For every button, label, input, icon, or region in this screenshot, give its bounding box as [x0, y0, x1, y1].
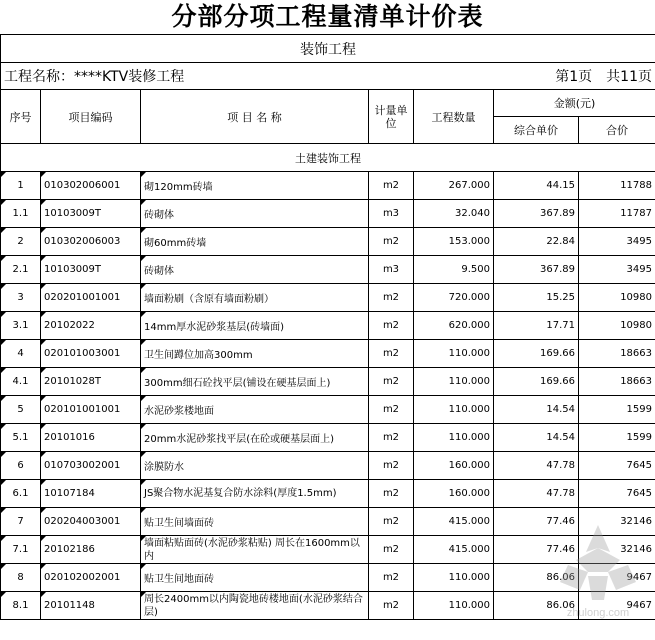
cell-unit-price: 77.46 — [494, 536, 579, 564]
cell-seq: 4 — [1, 340, 41, 368]
table-row — [1, 480, 655, 508]
cell-code: 10103009T — [41, 256, 141, 284]
cell-unit: m2 — [369, 508, 414, 536]
cell-total: 18663 — [579, 340, 655, 368]
cell-total: 1599 — [579, 396, 655, 424]
project-name: 工程名称：****KTV装修工程 — [1, 63, 414, 90]
cell-seq: 7 — [1, 508, 41, 536]
cell-name: 砌120mm砖墙 — [141, 172, 369, 200]
cell-total: 3495 — [579, 228, 655, 256]
cell-unit-price: 47.78 — [494, 452, 579, 480]
table-row — [1, 452, 655, 480]
cell-code: 020102002001 — [41, 564, 141, 592]
cell-qty: 110.000 — [414, 340, 494, 368]
cell-unit-price: 44.15 — [494, 172, 579, 200]
cell-unit-price: 47.78 — [494, 480, 579, 508]
cell-name: 墙面粉刷（含原有墙面粉刷） — [141, 284, 369, 312]
cell-total: 10980 — [579, 312, 655, 340]
cell-seq: 5.1 — [1, 424, 41, 452]
header-amount: 金额(元) — [494, 90, 655, 117]
cell-name: 卫生间蹲位加高300mm — [141, 340, 369, 368]
cell-name: 砖砌体 — [141, 200, 369, 228]
table-row — [1, 256, 655, 284]
cell-qty: 267.000 — [414, 172, 494, 200]
table-row — [1, 592, 655, 620]
cell-unit-price: 14.54 — [494, 396, 579, 424]
section-title: 土建装饰工程 — [1, 144, 655, 172]
table-row — [1, 564, 655, 592]
cell-qty: 110.000 — [414, 592, 494, 620]
table-row — [1, 340, 655, 368]
cell-unit-price: 169.66 — [494, 368, 579, 396]
cell-unit-price: 15.25 — [494, 284, 579, 312]
cell-code: 010302006001 — [41, 172, 141, 200]
cell-unit-price: 22.84 — [494, 228, 579, 256]
cell-unit: m2 — [369, 312, 414, 340]
cell-name: 周长2400mm以内陶瓷地砖楼地面(水泥砂浆结合层) — [141, 592, 369, 620]
cell-total: 3495 — [579, 256, 655, 284]
cell-seq: 3.1 — [1, 312, 41, 340]
cell-unit-price: 367.89 — [494, 200, 579, 228]
table-row — [1, 228, 655, 256]
cell-seq: 6.1 — [1, 480, 41, 508]
table-row — [1, 312, 655, 340]
cell-name: 水泥砂浆楼地面 — [141, 396, 369, 424]
cell-code: 010703002001 — [41, 452, 141, 480]
cell-qty: 160.000 — [414, 480, 494, 508]
cell-name: 300mm细石砼找平层(铺设在硬基层面上) — [141, 368, 369, 396]
cell-name: 砌60mm砖墙 — [141, 228, 369, 256]
cell-qty: 110.000 — [414, 396, 494, 424]
cell-qty: 110.000 — [414, 368, 494, 396]
cell-code: 10103009T — [41, 200, 141, 228]
cell-name: 涂膜防水 — [141, 452, 369, 480]
cell-unit: m2 — [369, 536, 414, 564]
cell-total: 9467 — [579, 592, 655, 620]
table-row — [1, 508, 655, 536]
cell-qty: 32.040 — [414, 200, 494, 228]
cell-qty: 160.000 — [414, 452, 494, 480]
header-total: 合价 — [579, 117, 655, 144]
cell-seq: 5 — [1, 396, 41, 424]
cell-seq: 8 — [1, 564, 41, 592]
cell-qty: 9.500 — [414, 256, 494, 284]
table-row — [1, 200, 655, 228]
cell-code: 020204003001 — [41, 508, 141, 536]
page-info: 第1页 共11页 — [414, 63, 655, 90]
cell-name: 贴卫生间墙面砖 — [141, 508, 369, 536]
watermark-text: zhulong.com — [566, 607, 630, 619]
header-seq: 序号 — [1, 90, 41, 144]
header-name: 项 目 名 称 — [141, 90, 369, 144]
cell-total: 7645 — [579, 480, 655, 508]
cell-unit: m2 — [369, 228, 414, 256]
table-row — [1, 396, 655, 424]
cell-seq: 8.1 — [1, 592, 41, 620]
cell-qty: 415.000 — [414, 508, 494, 536]
cell-code: 20101028T — [41, 368, 141, 396]
cell-code: 10107184 — [41, 480, 141, 508]
cell-unit: m3 — [369, 256, 414, 284]
header-qty: 工程数量 — [414, 90, 494, 144]
cell-total: 32146 — [579, 536, 655, 564]
table-row — [1, 172, 655, 200]
cell-unit: m2 — [369, 172, 414, 200]
table-row — [1, 284, 655, 312]
cell-code: 020101003001 — [41, 340, 141, 368]
cell-qty: 620.000 — [414, 312, 494, 340]
cell-unit-price: 14.54 — [494, 424, 579, 452]
cell-seq: 2.1 — [1, 256, 41, 284]
table-row — [1, 368, 655, 396]
cell-code: 020101001001 — [41, 396, 141, 424]
header-code: 项目编码 — [41, 90, 141, 144]
cell-unit-price: 77.46 — [494, 508, 579, 536]
cell-unit: m2 — [369, 284, 414, 312]
cell-seq: 6 — [1, 452, 41, 480]
cell-total: 11787 — [579, 200, 655, 228]
cell-unit-price: 367.89 — [494, 256, 579, 284]
cell-total: 18663 — [579, 368, 655, 396]
cell-code: 010302006003 — [41, 228, 141, 256]
cell-unit: m2 — [369, 396, 414, 424]
cell-seq: 1.1 — [1, 200, 41, 228]
cell-code: 20101148 — [41, 592, 141, 620]
cell-total: 1599 — [579, 424, 655, 452]
cell-unit: m2 — [369, 452, 414, 480]
cell-unit-price: 17.71 — [494, 312, 579, 340]
table-row — [1, 536, 655, 564]
cell-total: 7645 — [579, 452, 655, 480]
subtitle: 装饰工程 — [1, 35, 655, 63]
cell-total: 32146 — [579, 508, 655, 536]
cell-name: 20mm水泥砂浆找平层(在砼或硬基层面上) — [141, 424, 369, 452]
bill-table — [0, 34, 655, 620]
cell-unit-price: 169.66 — [494, 340, 579, 368]
cell-qty: 153.000 — [414, 228, 494, 256]
cell-name: 贴卫生间地面砖 — [141, 564, 369, 592]
cell-unit: m2 — [369, 368, 414, 396]
header-unit: 计量单位 — [369, 90, 414, 144]
cell-unit: m3 — [369, 200, 414, 228]
cell-seq: 4.1 — [1, 368, 41, 396]
cell-total: 9467 — [579, 564, 655, 592]
cell-total: 10980 — [579, 284, 655, 312]
cell-name: 砖砌体 — [141, 256, 369, 284]
cell-unit-price: 86.06 — [494, 564, 579, 592]
cell-qty: 110.000 — [414, 424, 494, 452]
cell-qty: 415.000 — [414, 536, 494, 564]
cell-name: JS聚合物水泥基复合防水涂料(厚度1.5mm) — [141, 480, 369, 508]
cell-code: 20102186 — [41, 536, 141, 564]
cell-seq: 1 — [1, 172, 41, 200]
cell-unit: m2 — [369, 340, 414, 368]
cell-total: 11788 — [579, 172, 655, 200]
cell-code: 020201001001 — [41, 284, 141, 312]
cell-qty: 720.000 — [414, 284, 494, 312]
cell-unit: m2 — [369, 564, 414, 592]
cell-name: 14mm厚水泥砂浆基层(砖墙面) — [141, 312, 369, 340]
cell-unit-price: 86.06 — [494, 592, 579, 620]
cell-seq: 2 — [1, 228, 41, 256]
cell-seq: 7.1 — [1, 536, 41, 564]
table-row — [1, 424, 655, 452]
header-unit-price: 综合单价 — [494, 117, 579, 144]
cell-qty: 110.000 — [414, 564, 494, 592]
page-title: 分部分项工程量清单计价表 — [171, 2, 484, 31]
cell-code: 20102022 — [41, 312, 141, 340]
cell-name: 墙面粘贴面砖(水泥砂浆粘贴) 周长在1600mm以内 — [141, 536, 369, 564]
cell-seq: 3 — [1, 284, 41, 312]
cell-unit: m2 — [369, 480, 414, 508]
cell-unit: m2 — [369, 424, 414, 452]
cell-unit: m2 — [369, 592, 414, 620]
cell-code: 20101016 — [41, 424, 141, 452]
